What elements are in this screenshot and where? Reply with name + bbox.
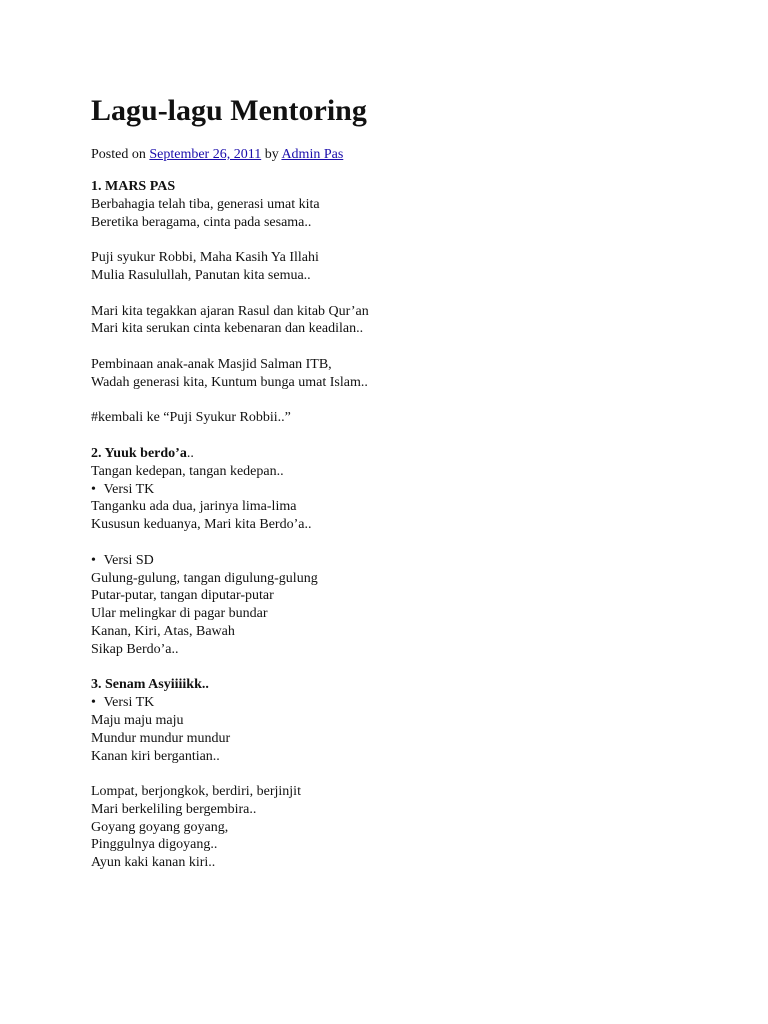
song-title-line: [91, 445, 711, 463]
lyric-line: Tanganku ada dua, jarinya lima-lima: [91, 499, 297, 515]
post-title: Lagu-lagu Mentoring: [91, 94, 367, 127]
lyric-line: Goyang goyang goyang,: [91, 819, 229, 835]
post-meta: [91, 146, 711, 164]
lyric-line: Putar-putar, tangan diputar-putar: [91, 588, 274, 604]
lyric-line: Maju maju maju: [91, 712, 184, 728]
author-link[interactable]: Admin Pas: [281, 147, 344, 162]
lyric-line: Mundur mundur mundur: [91, 730, 231, 746]
version-label-line: [91, 481, 711, 499]
lyric-line: Mulia Rasulullah, Panutan kita semua..: [91, 267, 311, 283]
post-body: [91, 178, 711, 872]
lyric-line: Wadah generasi kita, Kuntum bunga umat Islam..: [91, 374, 368, 390]
lyric-line: Ular melingkar di pagar bundar: [91, 606, 268, 622]
song-title: 1. MARS PAS: [91, 179, 176, 194]
lyric-line: Tangan kedepan, tangan kedepan..: [91, 463, 284, 479]
bullet-icon: •: [91, 481, 96, 497]
bullet-icon: •: [91, 552, 96, 568]
lyric-line: Pembinaan anak-anak Masjid Salman ITB,: [91, 356, 332, 372]
lyric-line: Mari kita serukan cinta kebenaran dan keadilan..: [91, 321, 364, 337]
lyric-line: Puji syukur Robbi, Maha Kasih Ya Illahi: [91, 250, 319, 266]
lyric-line: Berbahagia telah tiba, generasi umat kita: [91, 196, 320, 212]
bullet-icon: •: [91, 695, 96, 711]
post-content: [91, 92, 711, 872]
song-title-suffix: ..: [186, 445, 194, 461]
lyric-line: Beretika beragama, cinta pada sesama..: [91, 214, 312, 230]
version-label-line: [91, 552, 711, 570]
lyric-line: Kanan kiri bergantian..: [91, 748, 220, 764]
lyric-line: #kembali ke “Puji Syukur Robbii..”: [91, 410, 291, 426]
lyric-line: Sikap Berdo’a..: [91, 641, 179, 657]
lyric-line: Kususun keduanya, Mari kita Berdo’a..: [91, 517, 312, 533]
post-date-link[interactable]: September 26, 2011: [149, 147, 262, 162]
song-title: 2. Yuuk berdo’a: [91, 445, 187, 461]
lyric-line: Ayun kaki kanan kiri..: [91, 855, 216, 871]
lyric-line: Gulung-gulung, tangan digulung-gulung: [91, 570, 318, 586]
lyric-line: Pinggulnya digoyang..: [91, 837, 218, 853]
song-title: 3. Senam Asyiiiikk..: [91, 677, 209, 693]
posted-on-label: Posted on: [91, 147, 146, 162]
lyric-line: Mari kita tegakkan ajaran Rasul dan kitab Qur’an: [91, 303, 369, 319]
lyric-line: Kanan, Kiri, Atas, Bawah: [91, 623, 235, 639]
version-label-line: [91, 694, 711, 712]
by-label: by: [264, 147, 279, 162]
version-label: Versi SD: [103, 552, 154, 568]
version-label: Versi TK: [103, 481, 155, 497]
lyric-line: Lompat, berjongkok, berdiri, berjinjit: [91, 784, 301, 800]
lyric-line: Mari berkeliling bergembira..: [91, 801, 257, 817]
version-label: Versi TK: [103, 695, 155, 711]
